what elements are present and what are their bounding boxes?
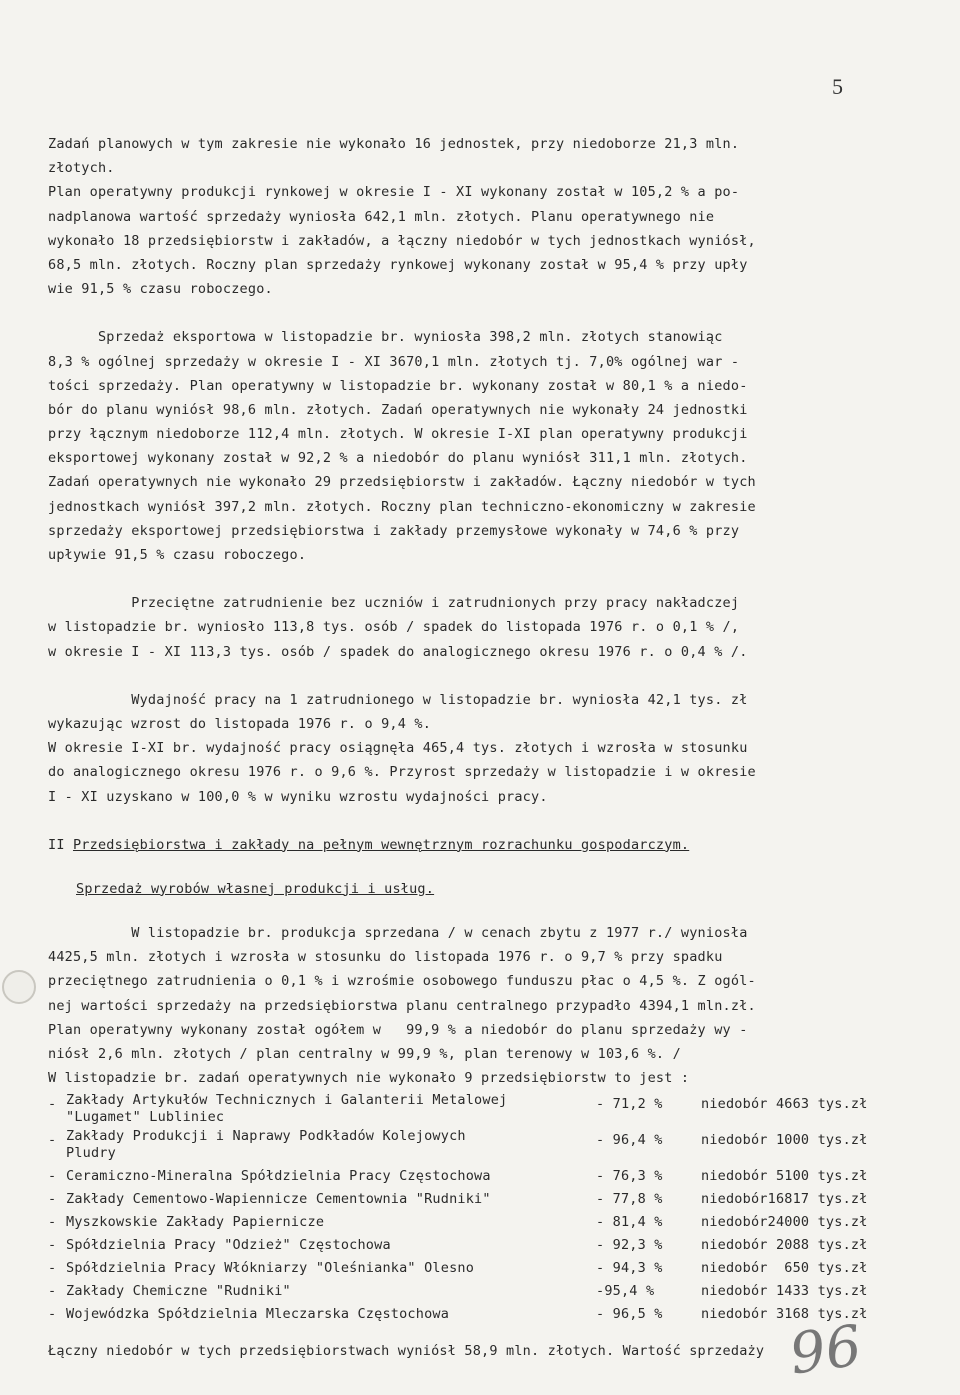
- footer-line: Łączny niedobór w tych przedsiębiorstwach wyniósł 58,9 mln. złotych. Wartość sprzedaży: [48, 1343, 765, 1360]
- text-line: I - XI uzyskano w 100,0 % w wyniku wzrostu wydajności pracy.: [48, 788, 548, 805]
- text-line: Plan operatywny produkcji rynkowej w okresie I - XI wykonany został w 105,2 % a po-: [48, 184, 740, 201]
- enterprise-row: [48, 1210, 878, 1233]
- enterprise-name: Wojewódzka Spółdzielnia Mleczarska Częstochowa: [66, 1306, 450, 1323]
- enterprise-name: Myszkowskie Zakłady Papiernicze: [66, 1214, 325, 1231]
- enterprise-name: Zakłady Artykułów Technicznych i Galanterii Metalowej "Lugamet" Lubliniec: [66, 1092, 508, 1126]
- text-line: Przeciętne zatrudnienie bez uczniów i zatrudnionych przy pracy nakładczej: [48, 595, 740, 612]
- enterprise-row: [48, 1128, 878, 1164]
- text-line: wykonało 18 przedsiębiorstw i zakładów, a łączny niedobór w tych jednostkach wyniósł,: [48, 232, 756, 249]
- deficit-amount: niedobór 5100 tys.zł: [701, 1168, 868, 1185]
- paragraph-zatrudnienie: [48, 591, 878, 664]
- section-title: Przedsiębiorstwa i zakłady na pełnym wewnętrznym rozrachunku gospodarczym.: [72, 836, 690, 853]
- enterprise-row: [48, 1164, 878, 1187]
- text-line: Zadań operatywnych nie wykonało 29 przedsiębiorstw i zakładów. Łączny niedobór w tych: [48, 474, 756, 491]
- deficit-amount: niedobór 1433 tys.zł: [701, 1283, 868, 1300]
- row-dash: -: [48, 1096, 57, 1113]
- text-line: nej wartości sprzedaży na przedsiębiorstwa planu centralnego przypadło 4394,1 mln.zł.: [48, 997, 756, 1014]
- text-line: niósł 2,6 mln. złotych / plan centralny w 99,9 %, plan terenowy w 103,6 %. /: [48, 1046, 681, 1062]
- enterprise-name: Zakłady Cementowo-Wapiennicze Cementownia "Rudniki": [66, 1191, 491, 1208]
- text-line: sprzedaży eksportowej przedsiębiorstwa i zakłady przemysłowe wykonały w 74,6 % przy: [48, 522, 740, 539]
- enterprise-name: Ceramiczno-Mineralna Spółdzielnia Pracy Częstochowa: [66, 1168, 491, 1185]
- text-line: tości sprzedaży. Plan operatywny w listopadzie br. wykonany został w 80,1 % a niedo-: [48, 377, 748, 394]
- text-line: do analogicznego okresu 1976 r. o 9,6 %. Przyrost sprzedaży w listopadzie i w okresie: [48, 764, 756, 781]
- enterprise-name: Zakłady Chemiczne "Rudniki": [66, 1283, 291, 1300]
- text-line: 8,3 % ogólnej sprzedaży w okresie I - XI 3670,1 mln. złotych tj. 7,0% ogólnej war -: [48, 353, 740, 370]
- text-line: 4425,5 mln. złotych i wzrosła w stosunku do listopada 1976 r. o 9,7 % przy spadku: [48, 949, 723, 966]
- plan-percent: - 81,4 %: [596, 1214, 663, 1231]
- text-line: przy łącznym niedoborze 112,4 mln. złotych. W okresie I-XI plan operatywny produkcji: [48, 426, 748, 443]
- deficit-amount: niedobór 4663 tys.zł: [701, 1096, 868, 1113]
- text-line: wie 91,5 % czasu roboczego.: [48, 281, 273, 298]
- plan-percent: - 71,2 %: [596, 1096, 663, 1113]
- section-number: II: [48, 836, 65, 853]
- row-dash: -: [48, 1306, 57, 1323]
- enterprise-row: [48, 1233, 878, 1256]
- plan-percent: - 76,3 %: [596, 1168, 663, 1185]
- row-dash: -: [48, 1191, 57, 1208]
- plan-percent: - 94,3 %: [596, 1260, 663, 1277]
- enterprise-row: [48, 1256, 878, 1279]
- plan-percent: - 96,5 %: [596, 1306, 663, 1323]
- row-dash: -: [48, 1260, 57, 1277]
- enterprise-row: [48, 1092, 878, 1128]
- enterprise-name: Spółdzielnia Pracy "Odzież" Częstochowa: [66, 1237, 391, 1254]
- plan-percent: - 92,3 %: [596, 1237, 663, 1254]
- text-line: wykazując wzrost do listopada 1976 r. o 9,4 %.: [48, 715, 432, 732]
- text-line: Wydajność pracy na 1 zatrudnionego w listopadzie br. wyniosła 42,1 tys. zł: [48, 691, 748, 708]
- plan-percent: -95,4 %: [596, 1283, 655, 1300]
- text-line: Sprzedaż eksportowa w listopadzie br. wyniosła 398,2 mln. złotych stanowiąc: [48, 329, 723, 346]
- paragraph-sprzedaz-eksportowa: [48, 325, 878, 567]
- page-number: 5: [832, 74, 843, 99]
- plan-percent: - 96,4 %: [596, 1132, 663, 1149]
- paragraph-produkcja-sprzedana: [48, 921, 878, 1090]
- row-dash: -: [48, 1283, 57, 1300]
- punch-hole: [2, 970, 36, 1004]
- handwritten-signature: 96: [785, 1313, 866, 1388]
- deficit-amount: niedobór16817 tys.zł: [701, 1191, 868, 1208]
- text-line: W listopadzie br. zadań operatywnych nie wykonało 9 przedsiębiorstw to jest :: [48, 1070, 690, 1087]
- section-subtitle-text: Sprzedaż wyrobów własnej produkcji i usług.: [76, 880, 435, 897]
- text-line: nadplanowa wartość sprzedaży wyniosła 642,1 mln. złotych. Planu operatywnego nie: [48, 208, 715, 225]
- text-line: Zadań planowych w tym zakresie nie wykonało 16 jednostek, przy niedoborze 21,3 mln.: [48, 136, 740, 152]
- paragraph-plan-rynkowy: [48, 132, 878, 301]
- section-heading: [48, 833, 878, 857]
- row-dash: -: [48, 1168, 57, 1185]
- text-line: Plan operatywny wykonany został ogółem w 99,9 % a niedobór do planu sprzedaży wy -: [48, 1021, 748, 1038]
- deficit-amount: niedobór24000 tys.zł: [701, 1214, 868, 1231]
- enterprise-list: [48, 1092, 878, 1325]
- enterprise-row: [48, 1279, 878, 1302]
- section-subtitle: [48, 877, 878, 901]
- row-dash: -: [48, 1237, 57, 1254]
- text-line: upływie 91,5 % czasu roboczego.: [48, 547, 307, 563]
- text-line: przeciętnego zatrudnienia o 0,1 % i wzrośmie osobowego funduszu płac o 4,5 %. Z ogól-: [48, 973, 756, 990]
- text-line: w okresie I - XI 113,3 tys. osób / spadek do analogicznego okresu 1976 r. o 0,4 % /.: [48, 643, 748, 660]
- text-line: w listopadzie br. wyniosło 113,8 tys. osób / spadek do listopada 1976 r. o 0,1 % /,: [48, 619, 740, 636]
- deficit-amount: niedobór 3168 tys.zł: [701, 1306, 868, 1323]
- text-line: bór do planu wyniósł 98,6 mln. złotych. Zadań operatywnych nie wykonały 24 jednostki: [48, 401, 748, 418]
- row-dash: -: [48, 1132, 57, 1149]
- paragraph-wydajnosc: [48, 688, 878, 809]
- enterprise-name: Spółdzielnia Pracy Włókniarzy "Oleśnianka" Olesno: [66, 1260, 475, 1277]
- text-line: W listopadzie br. produkcja sprzedana / w cenach zbytu z 1977 r./ wyniosła: [48, 925, 748, 942]
- text-line: W okresie I-XI br. wydajność pracy osiągnęła 465,4 tys. złotych i wzrosła w stosunku: [48, 740, 748, 757]
- deficit-amount: niedobór 1000 tys.zł: [701, 1132, 868, 1149]
- row-dash: -: [48, 1214, 57, 1231]
- text-line: 68,5 mln. złotych. Roczny plan sprzedaży rynkowej wykonany został w 95,4 % przy upły: [48, 256, 748, 273]
- document-body: [48, 132, 878, 1364]
- deficit-amount: niedobór 650 tys.zł: [701, 1260, 868, 1277]
- plan-percent: - 77,8 %: [596, 1191, 663, 1208]
- deficit-amount: niedobór 2088 tys.zł: [701, 1237, 868, 1254]
- enterprise-row: [48, 1187, 878, 1210]
- enterprise-row: [48, 1302, 878, 1325]
- enterprise-name: Zakłady Produkcji i Naprawy Podkładów Kolejowych Pludry: [66, 1128, 466, 1162]
- text-line: eksportowej wykonany został w 92,2 % a niedobór do planu wyniósł 311,1 mln. złotych.: [48, 450, 748, 467]
- text-line: jednostkach wyniósł 397,2 mln. złotych. Roczny plan techniczno-ekonomiczny w zakresie: [48, 498, 756, 515]
- text-line: złotych.: [48, 160, 115, 177]
